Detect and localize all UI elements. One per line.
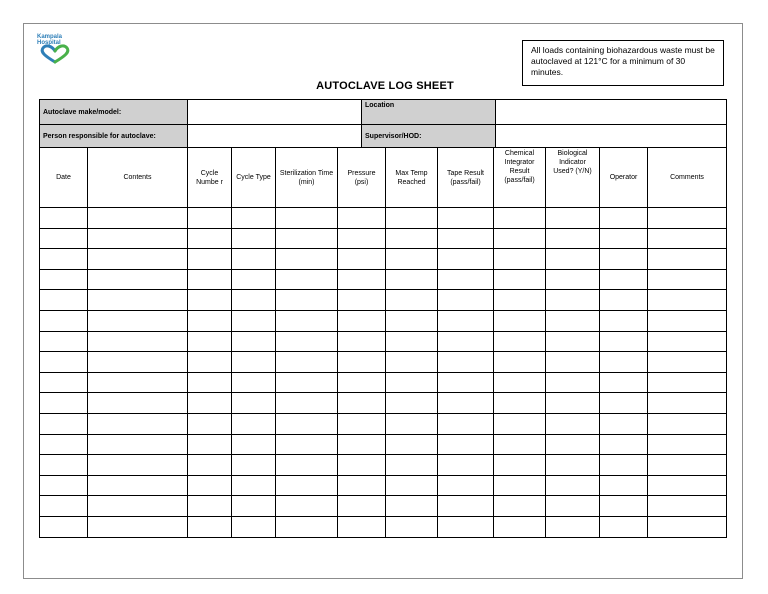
log-cell[interactable] bbox=[386, 475, 438, 496]
log-cell[interactable] bbox=[494, 393, 546, 414]
log-cell[interactable] bbox=[386, 228, 438, 249]
log-cell[interactable] bbox=[494, 249, 546, 270]
log-cell[interactable] bbox=[600, 352, 648, 373]
log-cell[interactable] bbox=[386, 310, 438, 331]
log-cell[interactable] bbox=[600, 228, 648, 249]
log-cell[interactable] bbox=[438, 208, 494, 229]
log-cell[interactable] bbox=[438, 352, 494, 373]
log-cell[interactable] bbox=[40, 290, 88, 311]
col-header-comments: Comments bbox=[648, 148, 727, 208]
log-cell[interactable] bbox=[600, 434, 648, 455]
log-cell[interactable] bbox=[386, 413, 438, 434]
log-cell[interactable] bbox=[232, 413, 276, 434]
log-cell[interactable] bbox=[546, 249, 600, 270]
log-cell[interactable] bbox=[546, 290, 600, 311]
info-row bbox=[40, 125, 727, 148]
log-cell[interactable] bbox=[276, 331, 338, 352]
log-cell[interactable] bbox=[600, 393, 648, 414]
log-cell[interactable] bbox=[276, 475, 338, 496]
col-header-sterilization-time: Sterilization Time (min) bbox=[276, 148, 338, 208]
log-cell[interactable] bbox=[386, 434, 438, 455]
table-row bbox=[40, 393, 727, 414]
log-cell[interactable] bbox=[88, 413, 188, 434]
log-cell[interactable] bbox=[232, 249, 276, 270]
log-cell[interactable] bbox=[338, 393, 386, 414]
heart-logo-icon bbox=[39, 44, 71, 64]
log-cell[interactable] bbox=[600, 516, 648, 537]
col-header-max-temp: Max Temp Reached bbox=[386, 148, 438, 208]
col-header-tape-result: Tape Result (pass/fail) bbox=[438, 148, 494, 208]
log-cell[interactable] bbox=[276, 496, 338, 517]
log-cell[interactable] bbox=[386, 352, 438, 373]
log-cell[interactable] bbox=[648, 455, 727, 476]
log-cell[interactable] bbox=[40, 208, 88, 229]
table-row bbox=[40, 208, 727, 229]
make-model-label: Autoclave make/model: bbox=[40, 100, 188, 125]
log-cell[interactable] bbox=[276, 310, 338, 331]
log-cell[interactable] bbox=[494, 372, 546, 393]
make-model-field[interactable] bbox=[188, 100, 362, 125]
log-cell[interactable] bbox=[338, 249, 386, 270]
log-cell[interactable] bbox=[40, 455, 88, 476]
log-cell[interactable] bbox=[276, 228, 338, 249]
log-cell[interactable] bbox=[276, 208, 338, 229]
log-cell[interactable] bbox=[386, 372, 438, 393]
info-row bbox=[40, 100, 727, 125]
log-cell[interactable] bbox=[276, 455, 338, 476]
log-cell[interactable] bbox=[276, 352, 338, 373]
log-cell[interactable] bbox=[40, 475, 88, 496]
log-cell[interactable] bbox=[338, 413, 386, 434]
log-cell[interactable] bbox=[600, 475, 648, 496]
col-header-biological-indicator: Biological Indicator Used? (Y/N) bbox=[546, 148, 600, 208]
col-header-date: Date bbox=[40, 148, 88, 208]
log-cell[interactable] bbox=[188, 516, 232, 537]
log-cell[interactable] bbox=[276, 393, 338, 414]
log-cell[interactable] bbox=[546, 434, 600, 455]
log-cell[interactable] bbox=[386, 455, 438, 476]
log-cell[interactable] bbox=[546, 269, 600, 290]
log-cell[interactable] bbox=[648, 475, 727, 496]
log-cell[interactable] bbox=[188, 352, 232, 373]
log-cell[interactable] bbox=[276, 269, 338, 290]
log-cell[interactable] bbox=[438, 393, 494, 414]
log-cell[interactable] bbox=[648, 352, 727, 373]
log-cell[interactable] bbox=[494, 208, 546, 229]
log-cell[interactable] bbox=[338, 475, 386, 496]
log-cell[interactable] bbox=[232, 434, 276, 455]
log-cell[interactable] bbox=[494, 331, 546, 352]
log-cell[interactable] bbox=[232, 310, 276, 331]
log-cell[interactable] bbox=[88, 475, 188, 496]
log-cell[interactable] bbox=[188, 434, 232, 455]
log-cell[interactable] bbox=[494, 269, 546, 290]
col-header-chemical-integrator: Chemical Integrator Result (pass/fail) bbox=[494, 148, 546, 208]
log-cell[interactable] bbox=[438, 516, 494, 537]
log-cell[interactable] bbox=[438, 434, 494, 455]
log-cell[interactable] bbox=[188, 455, 232, 476]
log-cell[interactable] bbox=[648, 331, 727, 352]
log-cell[interactable] bbox=[88, 393, 188, 414]
log-cell[interactable] bbox=[648, 496, 727, 517]
log-cell[interactable] bbox=[40, 352, 88, 373]
log-cell[interactable] bbox=[600, 208, 648, 229]
table-row bbox=[40, 228, 727, 249]
log-cell[interactable] bbox=[188, 228, 232, 249]
person-responsible-label: Person responsible for autoclave: bbox=[40, 125, 188, 148]
hospital-logo bbox=[37, 34, 73, 64]
log-cell[interactable] bbox=[438, 413, 494, 434]
log-cell[interactable] bbox=[438, 331, 494, 352]
supervisor-label: Supervisor/HOD: bbox=[362, 125, 496, 148]
log-cell[interactable] bbox=[386, 331, 438, 352]
log-cell[interactable] bbox=[188, 496, 232, 517]
table-row bbox=[40, 455, 727, 476]
log-cell[interactable] bbox=[438, 372, 494, 393]
log-cell[interactable] bbox=[88, 516, 188, 537]
log-cell[interactable] bbox=[88, 496, 188, 517]
col-header-operator: Operator bbox=[600, 148, 648, 208]
log-cell[interactable] bbox=[188, 310, 232, 331]
log-cell[interactable] bbox=[232, 269, 276, 290]
autoclave-info-table bbox=[39, 99, 727, 148]
log-cell[interactable] bbox=[40, 228, 88, 249]
log-cell[interactable] bbox=[546, 352, 600, 373]
log-cell[interactable] bbox=[338, 496, 386, 517]
log-cell[interactable] bbox=[188, 249, 232, 270]
log-cell[interactable] bbox=[88, 372, 188, 393]
log-cell[interactable] bbox=[494, 455, 546, 476]
log-cell[interactable] bbox=[438, 228, 494, 249]
log-cell[interactable] bbox=[232, 352, 276, 373]
log-cell[interactable] bbox=[386, 290, 438, 311]
log-cell[interactable] bbox=[600, 249, 648, 270]
autoclave-log-table bbox=[39, 147, 727, 538]
log-cell[interactable] bbox=[600, 290, 648, 311]
log-cell[interactable] bbox=[338, 331, 386, 352]
log-cell[interactable] bbox=[338, 290, 386, 311]
log-cell[interactable] bbox=[546, 516, 600, 537]
col-header-pressure: Pressure (psi) bbox=[338, 148, 386, 208]
log-cell[interactable] bbox=[88, 352, 188, 373]
log-cell[interactable] bbox=[546, 413, 600, 434]
log-cell[interactable] bbox=[232, 516, 276, 537]
log-body bbox=[40, 208, 727, 538]
log-cell[interactable] bbox=[188, 475, 232, 496]
log-cell[interactable] bbox=[438, 496, 494, 517]
log-cell[interactable] bbox=[494, 496, 546, 517]
log-cell[interactable] bbox=[338, 269, 386, 290]
col-header-contents: Contents bbox=[88, 148, 188, 208]
log-cell[interactable] bbox=[494, 290, 546, 311]
log-cell[interactable] bbox=[438, 475, 494, 496]
log-cell[interactable] bbox=[40, 249, 88, 270]
log-cell[interactable] bbox=[386, 249, 438, 270]
log-cell[interactable] bbox=[40, 310, 88, 331]
log-cell[interactable] bbox=[88, 228, 188, 249]
table-row bbox=[40, 372, 727, 393]
log-cell[interactable] bbox=[600, 310, 648, 331]
log-cell[interactable] bbox=[494, 475, 546, 496]
supervisor-field[interactable] bbox=[496, 125, 727, 148]
log-cell[interactable] bbox=[546, 331, 600, 352]
log-cell[interactable] bbox=[188, 393, 232, 414]
table-row bbox=[40, 516, 727, 537]
log-cell[interactable] bbox=[232, 208, 276, 229]
log-cell[interactable] bbox=[546, 496, 600, 517]
log-cell[interactable] bbox=[600, 269, 648, 290]
location-label: Location bbox=[362, 100, 496, 125]
log-cell[interactable] bbox=[386, 496, 438, 517]
log-cell[interactable] bbox=[546, 475, 600, 496]
log-cell[interactable] bbox=[438, 290, 494, 311]
col-header-cycle-type: Cycle Type bbox=[232, 148, 276, 208]
log-cell[interactable] bbox=[40, 434, 88, 455]
log-cell[interactable] bbox=[648, 290, 727, 311]
log-cell[interactable] bbox=[338, 434, 386, 455]
log-cell[interactable] bbox=[188, 413, 232, 434]
log-cell[interactable] bbox=[648, 372, 727, 393]
log-cell[interactable] bbox=[438, 455, 494, 476]
table-row bbox=[40, 290, 727, 311]
log-cell[interactable] bbox=[40, 372, 88, 393]
log-cell[interactable] bbox=[648, 413, 727, 434]
log-cell[interactable] bbox=[232, 496, 276, 517]
log-cell[interactable] bbox=[338, 228, 386, 249]
log-cell[interactable] bbox=[386, 208, 438, 229]
log-header-row bbox=[40, 148, 727, 208]
log-cell[interactable] bbox=[40, 331, 88, 352]
log-cell[interactable] bbox=[494, 516, 546, 537]
log-cell[interactable] bbox=[88, 269, 188, 290]
log-cell[interactable] bbox=[648, 310, 727, 331]
log-cell[interactable] bbox=[232, 331, 276, 352]
table-row bbox=[40, 310, 727, 331]
log-cell[interactable] bbox=[546, 455, 600, 476]
log-cell[interactable] bbox=[338, 352, 386, 373]
logo-text: Kampala Hospital bbox=[37, 34, 63, 46]
log-cell[interactable] bbox=[386, 393, 438, 414]
log-cell[interactable] bbox=[546, 208, 600, 229]
log-cell[interactable] bbox=[188, 290, 232, 311]
log-cell[interactable] bbox=[40, 496, 88, 517]
log-cell[interactable] bbox=[40, 393, 88, 414]
log-cell[interactable] bbox=[88, 310, 188, 331]
log-cell[interactable] bbox=[494, 228, 546, 249]
log-cell[interactable] bbox=[232, 475, 276, 496]
log-cell[interactable] bbox=[600, 331, 648, 352]
log-cell[interactable] bbox=[232, 372, 276, 393]
table-row bbox=[40, 331, 727, 352]
log-cell[interactable] bbox=[40, 516, 88, 537]
log-cell[interactable] bbox=[88, 249, 188, 270]
log-cell[interactable] bbox=[438, 249, 494, 270]
log-cell[interactable] bbox=[188, 331, 232, 352]
table-row bbox=[40, 496, 727, 517]
log-cell[interactable] bbox=[338, 310, 386, 331]
log-cell[interactable] bbox=[338, 516, 386, 537]
log-cell[interactable] bbox=[338, 372, 386, 393]
table-row bbox=[40, 413, 727, 434]
log-cell[interactable] bbox=[276, 290, 338, 311]
table-row bbox=[40, 352, 727, 373]
biohazard-notice: All loads containing biohazardous waste must be autoclaved at 121°C for a minimum of 30 minutes. bbox=[522, 40, 724, 86]
log-cell[interactable] bbox=[648, 434, 727, 455]
log-cell[interactable] bbox=[648, 208, 727, 229]
log-cell[interactable] bbox=[232, 393, 276, 414]
log-cell[interactable] bbox=[88, 434, 188, 455]
log-cell[interactable] bbox=[600, 455, 648, 476]
log-cell[interactable] bbox=[438, 269, 494, 290]
log-cell[interactable] bbox=[494, 310, 546, 331]
log-cell[interactable] bbox=[438, 310, 494, 331]
log-cell[interactable] bbox=[546, 393, 600, 414]
log-cell[interactable] bbox=[648, 249, 727, 270]
log-cell[interactable] bbox=[188, 269, 232, 290]
log-cell[interactable] bbox=[276, 249, 338, 270]
log-cell[interactable] bbox=[88, 331, 188, 352]
log-cell[interactable] bbox=[600, 496, 648, 517]
page-title: AUTOCLAVE LOG SHEET bbox=[316, 80, 454, 92]
log-cell[interactable] bbox=[276, 413, 338, 434]
log-cell[interactable] bbox=[232, 455, 276, 476]
log-cell[interactable] bbox=[188, 372, 232, 393]
log-cell[interactable] bbox=[546, 372, 600, 393]
log-cell[interactable] bbox=[232, 228, 276, 249]
log-cell[interactable] bbox=[600, 413, 648, 434]
log-cell[interactable] bbox=[338, 455, 386, 476]
log-cell[interactable] bbox=[276, 434, 338, 455]
log-cell[interactable] bbox=[546, 228, 600, 249]
log-cell[interactable] bbox=[40, 413, 88, 434]
log-cell[interactable] bbox=[600, 372, 648, 393]
table-row bbox=[40, 249, 727, 270]
log-cell[interactable] bbox=[232, 290, 276, 311]
log-cell[interactable] bbox=[494, 413, 546, 434]
log-cell[interactable] bbox=[40, 269, 88, 290]
log-cell[interactable] bbox=[648, 393, 727, 414]
log-cell[interactable] bbox=[648, 228, 727, 249]
log-cell[interactable] bbox=[188, 208, 232, 229]
log-cell[interactable] bbox=[546, 310, 600, 331]
log-cell[interactable] bbox=[386, 516, 438, 537]
location-field[interactable] bbox=[496, 100, 727, 125]
log-cell[interactable] bbox=[88, 290, 188, 311]
log-cell[interactable] bbox=[648, 269, 727, 290]
col-header-cycle-number: Cycle Numbe r bbox=[188, 148, 232, 208]
log-cell[interactable] bbox=[88, 208, 188, 229]
table-row bbox=[40, 269, 727, 290]
log-cell[interactable] bbox=[648, 516, 727, 537]
log-cell[interactable] bbox=[88, 455, 188, 476]
log-cell[interactable] bbox=[386, 269, 438, 290]
table-row bbox=[40, 475, 727, 496]
person-responsible-field[interactable] bbox=[188, 125, 362, 148]
log-cell[interactable] bbox=[494, 352, 546, 373]
log-cell[interactable] bbox=[338, 208, 386, 229]
table-row bbox=[40, 434, 727, 455]
log-cell[interactable] bbox=[276, 372, 338, 393]
log-cell[interactable] bbox=[494, 434, 546, 455]
log-cell[interactable] bbox=[276, 516, 338, 537]
